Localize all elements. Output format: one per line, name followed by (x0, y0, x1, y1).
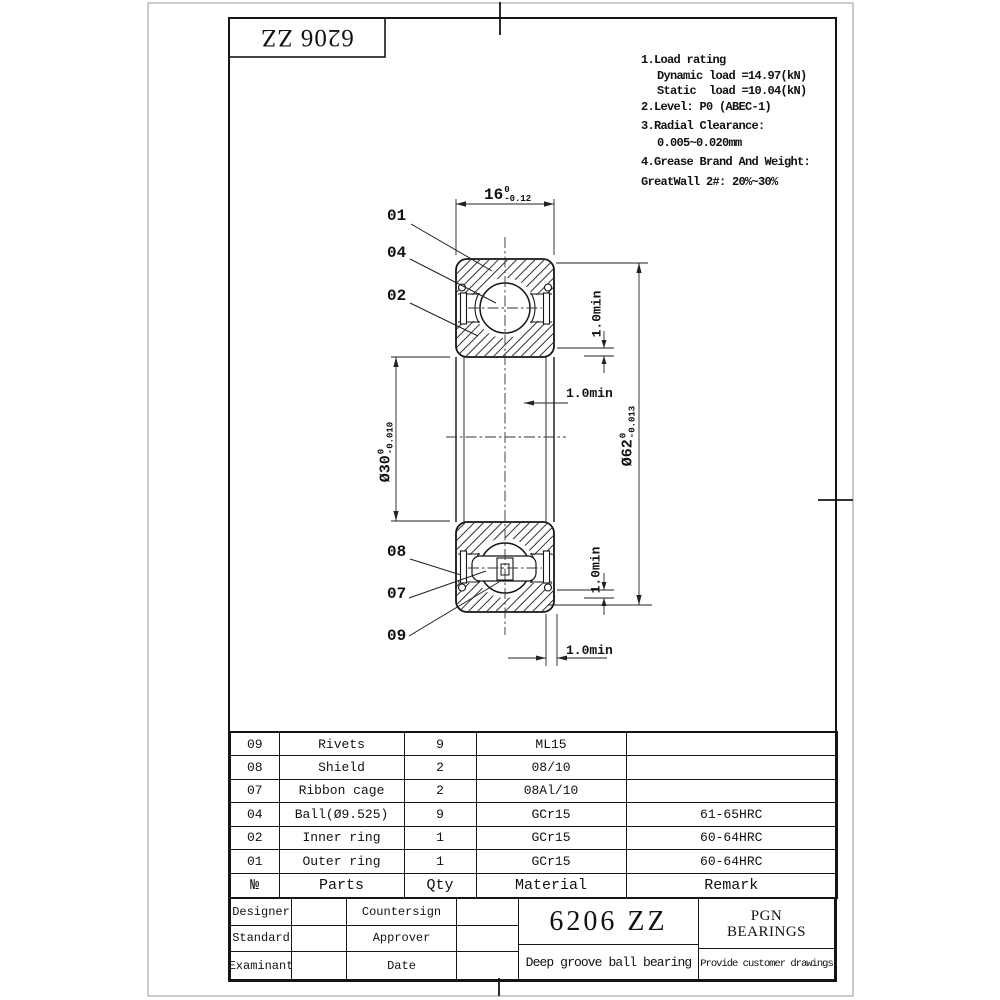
header-no: № (230, 873, 279, 898)
approver-label: Approver (347, 926, 457, 953)
shield-groove-left-bottom (459, 584, 466, 591)
company-line1: PGN (750, 907, 783, 924)
shield-left-top (461, 293, 467, 324)
company-name (699, 899, 834, 949)
shield-groove-right-top (545, 284, 552, 291)
table-row (230, 803, 837, 827)
dim-min-top-right: 1.0min (589, 290, 605, 338)
cell-material: GCr15 (476, 850, 626, 874)
table-row (230, 826, 837, 850)
standard-value (292, 926, 347, 953)
countersign-label: Countersign (347, 899, 457, 926)
part-label-09: 09 (387, 627, 407, 645)
note-load-rating: 1.Load rating (641, 53, 726, 67)
cell-material: 08/10 (476, 756, 626, 780)
header-remark: Remark (626, 873, 837, 898)
cell-remark (626, 732, 837, 756)
shield-right-top (544, 293, 550, 324)
designer-value (292, 899, 347, 926)
part-label-02: 02 (387, 287, 407, 305)
dim-min-bottom: 1.0min (566, 643, 613, 658)
date-value (457, 952, 519, 979)
part-label-08: 08 (387, 543, 407, 561)
cell-no: 07 (230, 779, 279, 803)
cell-parts: Ribbon cage (279, 779, 404, 803)
parts-table (229, 731, 838, 899)
cell-material: GCr15 (476, 803, 626, 827)
part-label-07: 07 (387, 585, 407, 603)
product-name: Deep groove ball bearing (519, 945, 699, 979)
dim-od-value: Ø62 (619, 439, 636, 467)
dim-outer-diameter (620, 406, 637, 466)
note-static-load: Static load =10.04(kN) (657, 84, 807, 98)
shield-right-bottom (544, 551, 550, 583)
drawing-code-rotated: 6206 ZZ (260, 24, 354, 52)
cell-qty: 1 (404, 826, 476, 850)
table-row (230, 732, 837, 756)
cell-no: 04 (230, 803, 279, 827)
cell-no: 01 (230, 850, 279, 874)
cell-material: 08Al/10 (476, 779, 626, 803)
cell-qty: 9 (404, 803, 476, 827)
customer-note: Provide customer drawings (700, 958, 833, 970)
cell-no: 08 (230, 756, 279, 780)
dim-od-lower-tol: -0.013 (627, 405, 637, 439)
dim-bore-lower-tol: -0.010 (385, 421, 395, 455)
header-qty: Qty (404, 873, 476, 898)
cell-qty: 2 (404, 779, 476, 803)
cell-qty: 9 (404, 732, 476, 756)
table-row (230, 756, 837, 780)
standard-label: Standard (231, 926, 292, 953)
cell-qty: 2 (404, 756, 476, 780)
note-grease: 4.Grease Brand And Weight: (641, 155, 811, 169)
cell-material: GCr15 (476, 826, 626, 850)
table-header-row (230, 873, 837, 898)
cell-remark: 61-65HRC (626, 803, 837, 827)
approver-value (457, 926, 519, 953)
dim-min-middle: 1.0min (566, 386, 613, 401)
dim-bore-value: Ø30 (377, 455, 394, 483)
dim-width-lower-tol: -0.12 (504, 193, 532, 204)
note-dynamic-load: Dynamic load =14.97(kN) (657, 69, 807, 83)
title-block (229, 897, 836, 981)
dim-min-bottom-right: 1.0min (588, 546, 604, 594)
dim-width (484, 186, 531, 203)
table-row (230, 779, 837, 803)
header-parts: Parts (279, 873, 404, 898)
examinant-label: Examinant (231, 952, 292, 979)
cell-remark (626, 779, 837, 803)
company-line2: BEARINGS (726, 923, 806, 940)
cell-remark (626, 756, 837, 780)
cell-parts: Rivets (279, 732, 404, 756)
table-row (230, 850, 837, 874)
part-label-01: 01 (387, 207, 407, 225)
cell-remark: 60-64HRC (626, 850, 837, 874)
countersign-value (457, 899, 519, 926)
note-radial-clearance: 3.Radial Clearance: (641, 119, 765, 133)
header-material: Material (476, 873, 626, 898)
technical-notes (641, 53, 841, 203)
dim-width-upper-tol: 0 (504, 185, 510, 195)
dim-bore-upper-tol: 0 (376, 448, 387, 455)
dim-bore (378, 422, 395, 482)
designer-label: Designer (231, 899, 292, 926)
dim-od-upper-tol: 0 (618, 432, 629, 439)
part-label-04: 04 (387, 244, 407, 262)
examinant-value (292, 952, 347, 979)
note-level: 2.Level: P0 (ABEC-1) (641, 100, 772, 114)
cell-parts: Ball(Ø9.525) (279, 803, 404, 827)
dim-width-value: 16 (484, 185, 504, 204)
shield-groove-right-bottom (545, 584, 552, 591)
note-grease-value: GreatWall 2#: 20%~30% (641, 175, 778, 189)
cell-parts: Shield (279, 756, 404, 780)
date-label: Date (347, 952, 457, 979)
cell-no: 02 (230, 826, 279, 850)
cell-no: 09 (230, 732, 279, 756)
cell-parts: Outer ring (279, 850, 404, 874)
cell-remark: 60-64HRC (626, 826, 837, 850)
cell-material: ML15 (476, 732, 626, 756)
cell-qty: 1 (404, 850, 476, 874)
part-number: 6206 ZZ (519, 899, 699, 945)
cell-parts: Inner ring (279, 826, 404, 850)
note-clearance-value: 0.005~0.020mm (657, 136, 742, 150)
